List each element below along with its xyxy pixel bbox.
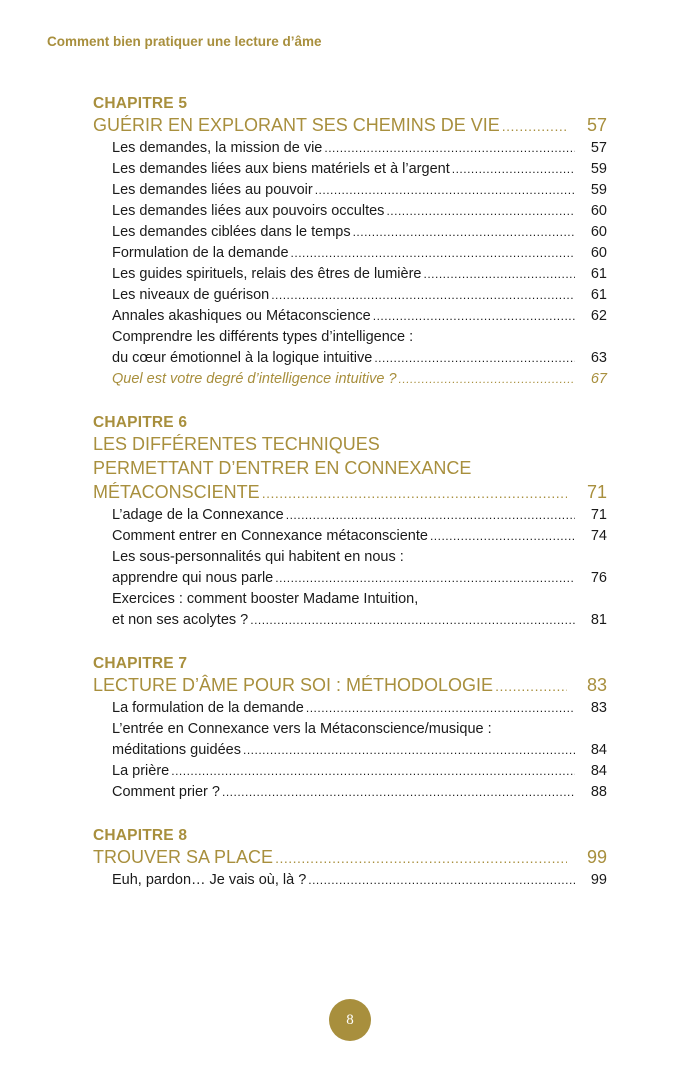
toc-entry-line bbox=[112, 719, 607, 740]
toc-entry-text: Les demandes ciblées dans le temps bbox=[112, 224, 351, 240]
dot-leader bbox=[495, 674, 567, 698]
dot-leader bbox=[324, 138, 574, 159]
toc-entry-page-number: 59 bbox=[590, 182, 607, 198]
dot-leader bbox=[430, 526, 575, 547]
toc-entry-line bbox=[112, 761, 607, 782]
toc-entry-line bbox=[112, 264, 607, 285]
toc-entry-page-number: 60 bbox=[590, 203, 607, 219]
dot-leader bbox=[250, 610, 575, 631]
toc-entry-text: Quel est votre degré d’intelligence intuitive ? bbox=[112, 371, 397, 387]
toc-entry-line bbox=[112, 505, 607, 526]
dot-leader bbox=[386, 201, 574, 222]
chapter-section bbox=[93, 654, 607, 803]
toc-entry-page-number: 60 bbox=[590, 245, 607, 261]
toc-entry-page-number: 83 bbox=[590, 700, 607, 716]
toc-entry[interactable] bbox=[112, 505, 607, 526]
entry-list bbox=[93, 138, 607, 390]
chapter-title-line bbox=[93, 845, 607, 870]
toc-entry[interactable] bbox=[112, 159, 607, 180]
running-head: Comment bien pratiquer une lecture d’âme bbox=[47, 34, 322, 49]
toc-entry-line bbox=[112, 610, 607, 631]
toc-entry-text: L’adage de la Connexance bbox=[112, 507, 284, 523]
toc-entry-line bbox=[112, 327, 607, 348]
dot-leader bbox=[262, 481, 567, 505]
toc-entry-text: Les demandes liées au pouvoir bbox=[112, 182, 313, 198]
toc-entry[interactable] bbox=[112, 285, 607, 306]
toc-entry-text: et non ses acolytes ? bbox=[112, 612, 249, 628]
toc-entry-page-number: 84 bbox=[590, 763, 607, 779]
toc-entry-page-number: 76 bbox=[590, 570, 607, 586]
table-of-contents bbox=[93, 94, 607, 914]
chapter-title-line bbox=[93, 480, 607, 505]
toc-entry-text: Les niveaux de guérison bbox=[112, 287, 270, 303]
toc-entry-line bbox=[112, 870, 607, 891]
toc-entry-line bbox=[112, 526, 607, 547]
dot-leader bbox=[423, 264, 574, 285]
chapter-label: CHAPITRE 7 bbox=[93, 655, 188, 672]
toc-entry[interactable] bbox=[112, 222, 607, 243]
toc-entry-line bbox=[112, 348, 607, 369]
toc-entry-text: méditations guidées bbox=[112, 742, 241, 758]
toc-entry-page-number: 71 bbox=[590, 507, 607, 523]
toc-entry-page-number: 59 bbox=[590, 161, 607, 177]
toc-entry-line bbox=[112, 740, 607, 761]
chapter-title-text: LES DIFFÉRENTES TECHNIQUES bbox=[93, 434, 380, 454]
chapter-title-text: PERMETTANT D’ENTRER EN CONNEXANCE bbox=[93, 458, 472, 478]
toc-entry-line bbox=[112, 568, 607, 589]
dot-leader bbox=[308, 870, 575, 891]
toc-entry-text: La prière bbox=[112, 763, 170, 779]
toc-entry-page-number: 63 bbox=[590, 350, 607, 366]
toc-entry-line bbox=[112, 698, 607, 719]
toc-entry-page-number: 57 bbox=[590, 140, 607, 156]
toc-entry[interactable] bbox=[112, 201, 607, 222]
toc-entry-line bbox=[112, 201, 607, 222]
toc-entry-page-number: 61 bbox=[590, 266, 607, 282]
chapter-title-link[interactable] bbox=[93, 845, 607, 870]
dot-leader bbox=[271, 285, 575, 306]
dot-leader bbox=[275, 568, 575, 589]
chapter-label: CHAPITRE 6 bbox=[93, 414, 188, 431]
toc-entry-line bbox=[112, 138, 607, 159]
toc-entry-text: Comment prier ? bbox=[112, 784, 220, 800]
toc-entry[interactable] bbox=[112, 327, 607, 369]
dot-leader bbox=[171, 761, 575, 782]
chapter-title-line bbox=[93, 673, 607, 698]
toc-entry[interactable] bbox=[112, 547, 607, 589]
dot-leader bbox=[306, 698, 575, 719]
toc-entry[interactable] bbox=[112, 782, 607, 803]
chapter-section bbox=[93, 826, 607, 891]
toc-entry-line bbox=[112, 589, 607, 610]
toc-entry-page-number: 99 bbox=[590, 872, 607, 888]
chapter-title-text: GUÉRIR EN EXPLORANT SES CHEMINS DE VIE bbox=[93, 115, 500, 135]
dot-leader bbox=[374, 348, 575, 369]
toc-entry-text: La formulation de la demande bbox=[112, 700, 304, 716]
chapter-page-number: 83 bbox=[586, 675, 607, 695]
toc-entry-page-number: 88 bbox=[590, 784, 607, 800]
dot-leader bbox=[286, 505, 575, 526]
toc-entry-text: Comprendre les différents types d’intelligence : bbox=[112, 329, 414, 345]
chapter-label: CHAPITRE 5 bbox=[93, 95, 188, 112]
dot-leader bbox=[275, 846, 567, 870]
toc-entry-line bbox=[112, 369, 607, 390]
dot-leader bbox=[222, 782, 575, 803]
toc-entry[interactable] bbox=[112, 180, 607, 201]
chapter-page-number: 71 bbox=[586, 482, 607, 502]
toc-entry-page-number: 84 bbox=[590, 742, 607, 758]
chapter-label: CHAPITRE 8 bbox=[93, 827, 188, 844]
chapter-title-line bbox=[93, 456, 607, 480]
toc-entry[interactable] bbox=[112, 719, 607, 761]
toc-entry[interactable] bbox=[112, 369, 607, 390]
toc-entry[interactable] bbox=[112, 870, 607, 891]
toc-entry[interactable] bbox=[112, 526, 607, 547]
toc-entry-line bbox=[112, 159, 607, 180]
chapter-page-number: 99 bbox=[586, 847, 607, 867]
toc-entry-page-number: 60 bbox=[590, 224, 607, 240]
toc-entry-text: Les sous-personnalités qui habitent en nous : bbox=[112, 549, 404, 565]
toc-entry-text: Les guides spirituels, relais des êtres de lumière bbox=[112, 266, 422, 282]
chapter-section bbox=[93, 94, 607, 390]
chapter-title-text: LECTURE D’ÂME POUR SOI : MÉTHODOLOGIE bbox=[93, 675, 494, 695]
toc-entry-page-number: 81 bbox=[590, 612, 607, 628]
entry-list bbox=[93, 698, 607, 803]
toc-entry-text: Annales akashiques ou Métaconscience bbox=[112, 308, 371, 324]
toc-entry-page-number: 62 bbox=[590, 308, 607, 324]
toc-entry-text: Les demandes liées aux biens matériels et à l’argent bbox=[112, 161, 450, 177]
chapter-title-line bbox=[93, 113, 607, 138]
toc-entry[interactable] bbox=[112, 306, 607, 327]
dot-leader bbox=[399, 369, 575, 390]
toc-entry-line bbox=[112, 222, 607, 243]
dot-leader bbox=[243, 740, 575, 761]
toc-entry-line bbox=[112, 285, 607, 306]
toc-entry-text: Formulation de la demande bbox=[112, 245, 289, 261]
toc-entry-line bbox=[112, 547, 607, 568]
toc-entry-line bbox=[112, 180, 607, 201]
chapter-title-link[interactable] bbox=[93, 432, 607, 505]
dot-leader bbox=[315, 180, 575, 201]
dot-leader bbox=[452, 159, 575, 180]
page-number-badge: 8 bbox=[329, 999, 371, 1041]
chapter-title-text: TROUVER SA PLACE bbox=[93, 847, 274, 867]
dot-leader bbox=[502, 114, 567, 138]
dot-leader bbox=[373, 306, 575, 327]
toc-entry[interactable] bbox=[112, 589, 607, 631]
toc-entry[interactable] bbox=[112, 138, 607, 159]
chapter-title-link[interactable] bbox=[93, 673, 607, 698]
chapter-title-text: MÉTACONSCIENTE bbox=[93, 482, 260, 502]
toc-entry-line bbox=[112, 243, 607, 264]
chapter-title-link[interactable] bbox=[93, 113, 607, 138]
toc-entry[interactable] bbox=[112, 698, 607, 719]
toc-entry[interactable] bbox=[112, 761, 607, 782]
toc-entry-text: Les demandes, la mission de vie bbox=[112, 140, 323, 156]
toc-entry-page-number: 74 bbox=[590, 528, 607, 544]
chapter-section bbox=[93, 413, 607, 631]
chapter-page-number: 57 bbox=[586, 115, 607, 135]
toc-entry-page-number: 61 bbox=[590, 287, 607, 303]
toc-entry-line bbox=[112, 782, 607, 803]
toc-entry-text: Les demandes liées aux pouvoirs occultes bbox=[112, 203, 385, 219]
toc-entry[interactable] bbox=[112, 264, 607, 285]
toc-entry-line bbox=[112, 306, 607, 327]
entry-list bbox=[93, 505, 607, 631]
toc-entry-text: Comment entrer en Connexance métaconsciente bbox=[112, 528, 428, 544]
toc-entry-text: du cœur émotionnel à la logique intuitive bbox=[112, 350, 373, 366]
toc-entry-text: apprendre qui nous parle bbox=[112, 570, 274, 586]
toc-entry-text: Exercices : comment booster Madame Intuition, bbox=[112, 591, 419, 607]
toc-entry-page-number: 67 bbox=[590, 371, 607, 387]
toc-entry-text: Euh, pardon… Je vais où, là ? bbox=[112, 872, 307, 888]
entry-list bbox=[93, 870, 607, 891]
toc-entry-text: L’entrée en Connexance vers la Métaconscience/musique : bbox=[112, 721, 492, 737]
dot-leader bbox=[353, 222, 575, 243]
chapter-title-line bbox=[93, 432, 607, 456]
toc-entry[interactable] bbox=[112, 243, 607, 264]
dot-leader bbox=[291, 243, 575, 264]
